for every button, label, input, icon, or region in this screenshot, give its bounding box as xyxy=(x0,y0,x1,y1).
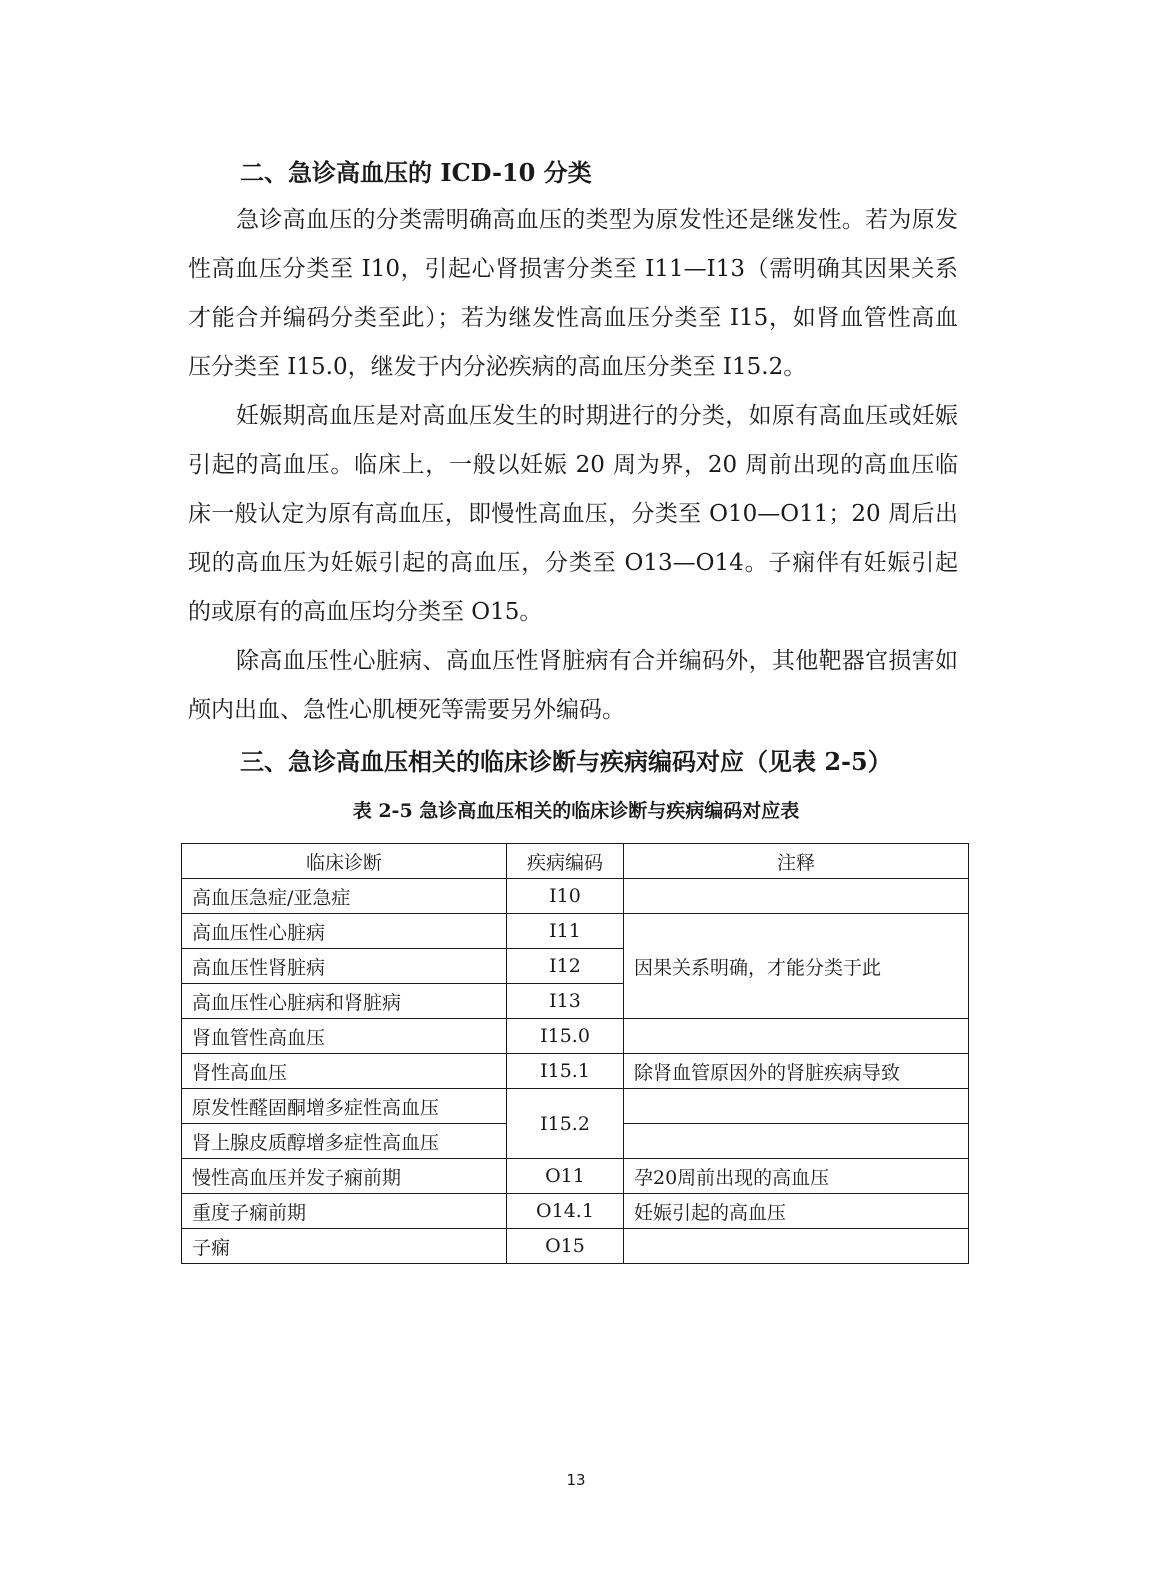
note-cell xyxy=(624,1089,969,1124)
diagnosis-cell: 原发性醛固酮增多症性高血压 xyxy=(182,1089,507,1124)
table-row xyxy=(182,1054,969,1089)
code-cell: I15.0 xyxy=(507,1019,624,1054)
note-cell xyxy=(624,1124,969,1159)
page-number: 13 xyxy=(566,1471,586,1489)
diagnosis-cell: 慢性高血压并发子痫前期 xyxy=(182,1159,507,1194)
paragraph-classification: 急诊高血压的分类需明确高血压的类型为原发性还是继发性。若为原发性高血压分类至 I10，引起心肾损害分类至 I11—I13（需明确其因果关系才能合并编码分类至此）；若为继发性高血压分类至 I15，如肾血管性高血压分类至 I15.0，继发于内分泌疾病的高血压分类至 I15.2。 xyxy=(188,207,958,380)
diagnosis-code-table xyxy=(181,843,969,1264)
note-cell: 妊娠引起的高血压 xyxy=(624,1194,969,1229)
code-cell: I10 xyxy=(507,879,624,914)
code-cell: I11 xyxy=(507,914,624,949)
code-cell: I13 xyxy=(507,984,624,1019)
note-cell: 因果关系明确，才能分类于此 xyxy=(624,914,969,1019)
diagnosis-cell: 肾血管性高血压 xyxy=(182,1019,507,1054)
diagnosis-cell: 高血压性心脏病 xyxy=(182,914,507,949)
diagnosis-cell: 肾性高血压 xyxy=(182,1054,507,1089)
section-3-heading: 三、急诊高血压相关的临床诊断与疾病编码对应（见表 2-5） xyxy=(240,747,892,776)
note-cell xyxy=(624,1229,969,1264)
table-row xyxy=(182,1194,969,1229)
paragraph-target-organ-damage: 除高血压性心脏病、高血压性肾脏病有合并编码外，其他靶器官损害如颅内出血、急性心肌梗死等需要另外编码。 xyxy=(188,648,958,723)
table-row xyxy=(182,1089,969,1124)
code-cell: O11 xyxy=(507,1159,624,1194)
header-diagnosis: 临床诊断 xyxy=(182,844,507,879)
table-header-row xyxy=(182,844,969,879)
code-cell: I15.2 xyxy=(507,1089,624,1159)
table-row xyxy=(182,1019,969,1054)
code-cell: O14.1 xyxy=(507,1194,624,1229)
diagnosis-cell: 肾上腺皮质醇增多症性高血压 xyxy=(182,1124,507,1159)
diagnosis-cell: 高血压性心脏病和肾脏病 xyxy=(182,984,507,1019)
table-row xyxy=(182,1229,969,1264)
section-2-heading: 二、急诊高血压的 ICD-10 分类 xyxy=(240,158,592,187)
diagnosis-cell: 高血压急症/亚急症 xyxy=(182,879,507,914)
table-row xyxy=(182,879,969,914)
code-cell: I15.1 xyxy=(507,1054,624,1089)
note-cell xyxy=(624,879,969,914)
note-cell: 除肾血管原因外的肾脏疾病导致 xyxy=(624,1054,969,1089)
header-code: 疾病编码 xyxy=(507,844,624,879)
table-caption: 表 2-5 急诊高血压相关的临床诊断与疾病编码对应表 xyxy=(352,800,800,822)
table-row xyxy=(182,914,969,949)
diagnosis-cell: 高血压性肾脏病 xyxy=(182,949,507,984)
table-row xyxy=(182,1159,969,1194)
diagnosis-cell: 重度子痫前期 xyxy=(182,1194,507,1229)
header-note: 注释 xyxy=(624,844,969,879)
code-cell: I12 xyxy=(507,949,624,984)
paragraph-pregnancy-hypertension: 妊娠期高血压是对高血压发生的时期进行的分类，如原有高血压或妊娠引起的高血压。临床上，一般以妊娠 20 周为界，20 周前出现的高血压临床一般认定为原有高血压，即慢性高血压，分类至 O10—O11；20 周后出现的高血压为妊娠引起的高血压，分类至 O13—O14。子痫伴有妊娠引起的或原有的高血压均分类至 O15。 xyxy=(188,403,958,625)
diagnosis-cell: 子痫 xyxy=(182,1229,507,1264)
note-cell: 孕20周前出现的高血压 xyxy=(624,1159,969,1194)
note-cell xyxy=(624,1019,969,1054)
code-cell: O15 xyxy=(507,1229,624,1264)
